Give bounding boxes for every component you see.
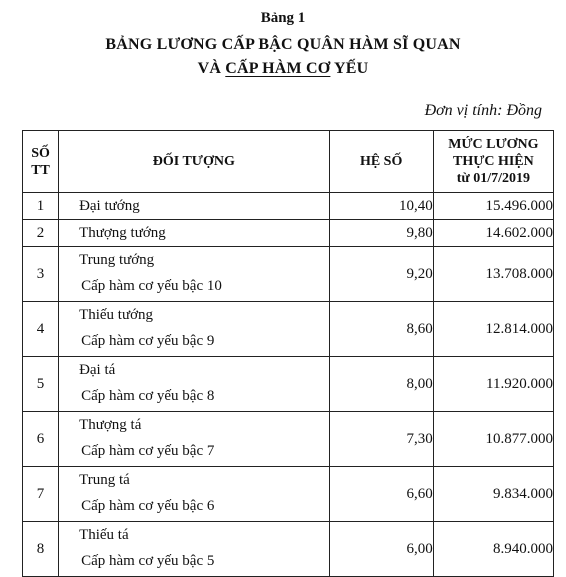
- table-row: [23, 220, 554, 247]
- object-cipher-grade: Cấp hàm cơ yếu bậc 7: [81, 443, 215, 459]
- cell-coefficient: 8,00: [329, 357, 433, 412]
- cell-salary: 13.708.000: [433, 247, 553, 302]
- cell-object: [59, 522, 330, 577]
- title-line-2-suffix: YẾU: [330, 60, 369, 77]
- cell-stt: 2: [23, 220, 59, 247]
- cell-stt: 7: [23, 467, 59, 522]
- header-object: ĐỐI TƯỢNG: [59, 131, 330, 193]
- cell-object: [59, 467, 330, 522]
- cell-object: [59, 412, 330, 467]
- header-salary-line-2: THỰC HIỆN: [452, 154, 534, 169]
- object-rank: Thượng tướng: [79, 225, 166, 241]
- table-row: [23, 522, 554, 577]
- cell-salary: 14.602.000: [433, 220, 553, 247]
- table-row: [23, 193, 554, 220]
- table-body: [23, 193, 554, 577]
- cell-stt: 6: [23, 412, 59, 467]
- table-title-line-2: [0, 60, 566, 78]
- cell-coefficient: 10,40: [329, 193, 433, 220]
- title-line-2-underlined: CẤP HÀM CƠ: [225, 60, 331, 77]
- cell-object: [59, 247, 330, 302]
- cell-salary: 11.920.000: [433, 357, 553, 412]
- cell-coefficient: 8,60: [329, 302, 433, 357]
- table-row: [23, 467, 554, 522]
- cell-coefficient: 7,30: [329, 412, 433, 467]
- cell-salary: 10.877.000: [433, 412, 553, 467]
- title-line-2-prefix: VÀ: [197, 60, 226, 77]
- object-rank: Trung tướng: [79, 252, 155, 268]
- object-rank: Thiếu tá: [79, 527, 129, 543]
- object-cipher-grade: Cấp hàm cơ yếu bậc 5: [81, 553, 215, 569]
- object-cipher-grade: Cấp hàm cơ yếu bậc 10: [81, 278, 222, 294]
- cell-coefficient: 6,60: [329, 467, 433, 522]
- cell-coefficient: 9,80: [329, 220, 433, 247]
- cell-stt: 8: [23, 522, 59, 577]
- object-rank: Thiếu tướng: [79, 307, 154, 323]
- header-stt: [23, 131, 59, 193]
- salary-table: [22, 130, 554, 577]
- cell-stt: 1: [23, 193, 59, 220]
- header-salary: [433, 131, 553, 193]
- cell-salary: 8.940.000: [433, 522, 553, 577]
- table-row: [23, 302, 554, 357]
- cell-object: [59, 220, 330, 247]
- unit-note: Đơn vị tính: Đồng: [424, 102, 542, 119]
- cell-salary: 12.814.000: [433, 302, 553, 357]
- cell-stt: 4: [23, 302, 59, 357]
- cell-object: [59, 357, 330, 412]
- object-cipher-grade: Cấp hàm cơ yếu bậc 6: [81, 498, 215, 514]
- header-coefficient: HỆ SỐ: [329, 131, 433, 193]
- table-label: Bảng 1: [260, 10, 306, 26]
- object-cipher-grade: Cấp hàm cơ yếu bậc 8: [81, 388, 215, 404]
- cell-object: [59, 193, 330, 220]
- table-title-line-1: BẢNG LƯƠNG CẤP BẬC QUÂN HÀM SĨ QUAN: [105, 36, 461, 53]
- object-cipher-grade: Cấp hàm cơ yếu bậc 9: [81, 333, 215, 349]
- object-rank: Đại tướng: [79, 198, 140, 214]
- object-rank: Trung tá: [79, 472, 130, 488]
- table-row: [23, 247, 554, 302]
- cell-salary: 15.496.000: [433, 193, 553, 220]
- object-rank: Thượng tá: [79, 417, 142, 433]
- header-row: [23, 131, 554, 193]
- header-salary-line-3: từ 01/7/2019: [456, 171, 531, 186]
- cell-stt: 5: [23, 357, 59, 412]
- header-stt-line-2: TT: [31, 162, 50, 178]
- table-row: [23, 412, 554, 467]
- cell-coefficient: 6,00: [329, 522, 433, 577]
- cell-object: [59, 302, 330, 357]
- object-rank: Đại tá: [79, 362, 116, 378]
- header-salary-line-1: MỨC LƯƠNG: [448, 137, 539, 152]
- cell-coefficient: 9,20: [329, 247, 433, 302]
- cell-salary: 9.834.000: [433, 467, 553, 522]
- table-row: [23, 357, 554, 412]
- cell-stt: 3: [23, 247, 59, 302]
- header-stt-line-1: SỐ: [31, 145, 50, 161]
